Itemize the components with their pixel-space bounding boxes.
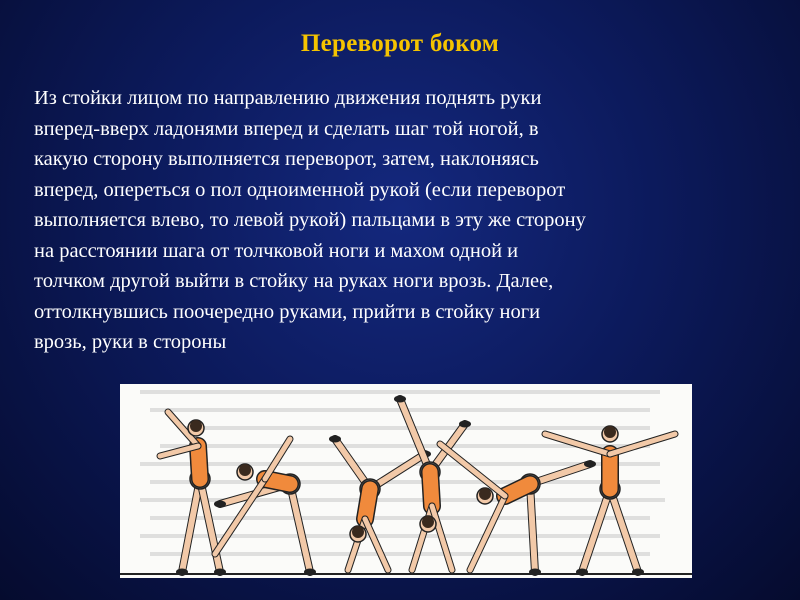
body-line: толчком другой выйти в стойку на руках ноги врозь. Далее, (34, 270, 554, 292)
gymnast-torso (430, 472, 432, 506)
body-line: на расстоянии шага от толчковой ноги и махом одной и (34, 239, 519, 262)
gymnast-leg (200, 479, 220, 572)
gymnast-shoe (214, 569, 226, 576)
body-line: выполняется влево, то левой рукой) пальцами в эту же сторону (34, 209, 586, 231)
gymnast-hair (604, 426, 616, 438)
gymnast-shoe (576, 569, 588, 576)
cartwheel-figures-svg (120, 384, 692, 578)
gymnast-shoe (459, 421, 471, 428)
gymnast-torso (198, 446, 200, 479)
gymnast-shoe (584, 461, 596, 468)
gymnast-arm (470, 496, 505, 570)
gymnast-torso (365, 489, 370, 519)
body-line: оттолкнувшись поочередно руками, прийти в стойку ноги (34, 300, 541, 323)
slide-body-text (34, 83, 754, 358)
gymnast-shoe (394, 396, 406, 403)
gymnast-shoe (632, 569, 644, 576)
body-line: вперед-вверх ладонями вперед и сделать шаг той ногой, в (34, 117, 539, 140)
figures-group (160, 396, 675, 576)
body-line: Из стойки лицом по направлению движения поднять руки (34, 87, 542, 109)
gymnast-leg (182, 479, 200, 572)
gymnast-hair (352, 526, 364, 538)
gymnast-arm (365, 519, 388, 570)
cartwheel-illustration (120, 384, 692, 578)
body-line: врозь, руки в стороны (34, 331, 227, 353)
gymnast-shoe (176, 569, 188, 576)
gymnast-hair (479, 488, 491, 500)
slide-title: Переворот боком (300, 30, 500, 57)
gymnast-shoe (329, 436, 341, 443)
gymnast-arm (440, 444, 505, 496)
gymnast-hair (190, 420, 202, 432)
gymnast-hair (239, 464, 251, 476)
gymnast-shoe (214, 501, 226, 508)
gymnast-leg (290, 484, 310, 572)
gymnast-torso (265, 479, 290, 484)
gymnast-shoe (304, 569, 316, 576)
body-line: вперед, опереться о пол одноименной рукой (если переворот (34, 178, 566, 201)
body-line: какую сторону выполняется переворот, затем, наклоняясь (34, 148, 539, 170)
gymnast-shoe (529, 569, 541, 576)
gymnast-hair (422, 516, 434, 528)
